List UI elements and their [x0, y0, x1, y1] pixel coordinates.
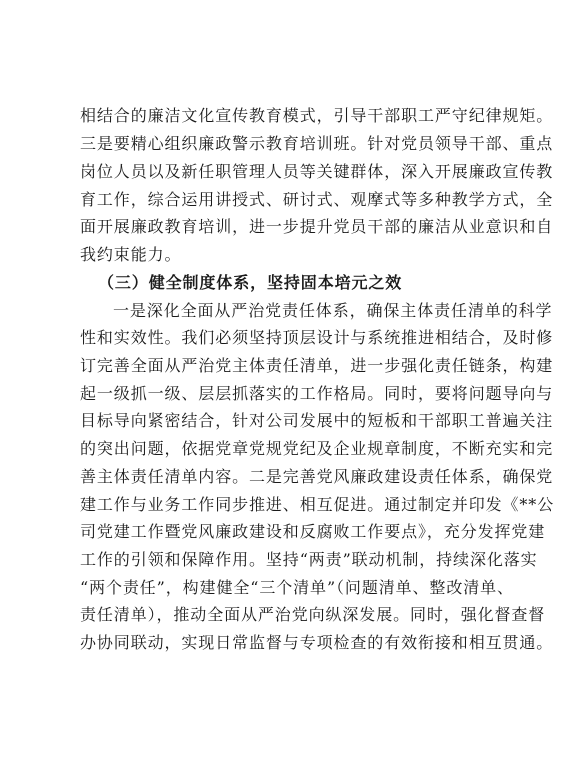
section-heading: （三）健全制度体系，坚持固本培元之效: [98, 273, 403, 292]
paragraph-first-line: 一是深化全面从严治党责任体系，确保主体责任清单的科学: [113, 301, 553, 320]
body-text-line: 善主体责任清单内容。二是完善党风廉政建设责任体系，确保党: [80, 467, 554, 486]
body-text-line: 岗位人员以及新任职管理人员等关键群体，深入开展廉政宣传教: [80, 162, 554, 181]
body-text-line: 育工作，综合运用讲授式、研讨式、观摩式等多种教学方式，全: [80, 190, 554, 209]
body-text-line: 目标导向紧密结合，针对公司发展中的短板和干部职工普遍关注: [80, 411, 554, 430]
body-text-line: 的突出问题，依据党章党规党纪及企业规章制度，不断充实和完: [80, 439, 554, 458]
body-text-line: 办协同联动，实现日常监督与专项检查的有效衔接和相互贯通。: [80, 633, 554, 652]
body-text-line: 面开展廉政教育培训，进一步提升党员干部的廉洁从业意识和自: [80, 217, 554, 236]
body-text-line: 我约束能力。: [80, 245, 182, 264]
body-text-line: 工作的引领和保障作用。坚持“两责”联动机制，持续深化落实: [80, 550, 538, 569]
body-text-line: “两个责任”，构建健全“三个清单”（问题清单、整改清单、: [80, 578, 514, 597]
body-text-line: 建工作与业务工作同步推进、相互促进。通过制定并印发《**公: [80, 495, 555, 514]
body-text-line: 三是要精心组织廉政警示教育培训班。针对党员领导干部、重点: [80, 134, 554, 153]
body-text-line: 性和实效性。我们必须坚持顶层设计与系统推进相结合，及时修: [80, 328, 554, 347]
body-text-line: 起一级抓一级、层层抓落实的工作格局。同时，要将问题导向与: [80, 384, 554, 403]
body-text-line: 司党建工作暨党风廉政建设和反腐败工作要点》，充分发挥党建: [80, 522, 546, 541]
body-text-line: 相结合的廉洁文化宣传教育模式，引导干部职工严守纪律规矩。: [80, 106, 554, 125]
body-text-line: 责任清单），推动全面从严治党向纵深发展。同时，强化督查督: [80, 605, 546, 624]
body-text-line: 订完善全面从严治党主体责任清单，进一步强化责任链条，构建: [80, 356, 554, 375]
